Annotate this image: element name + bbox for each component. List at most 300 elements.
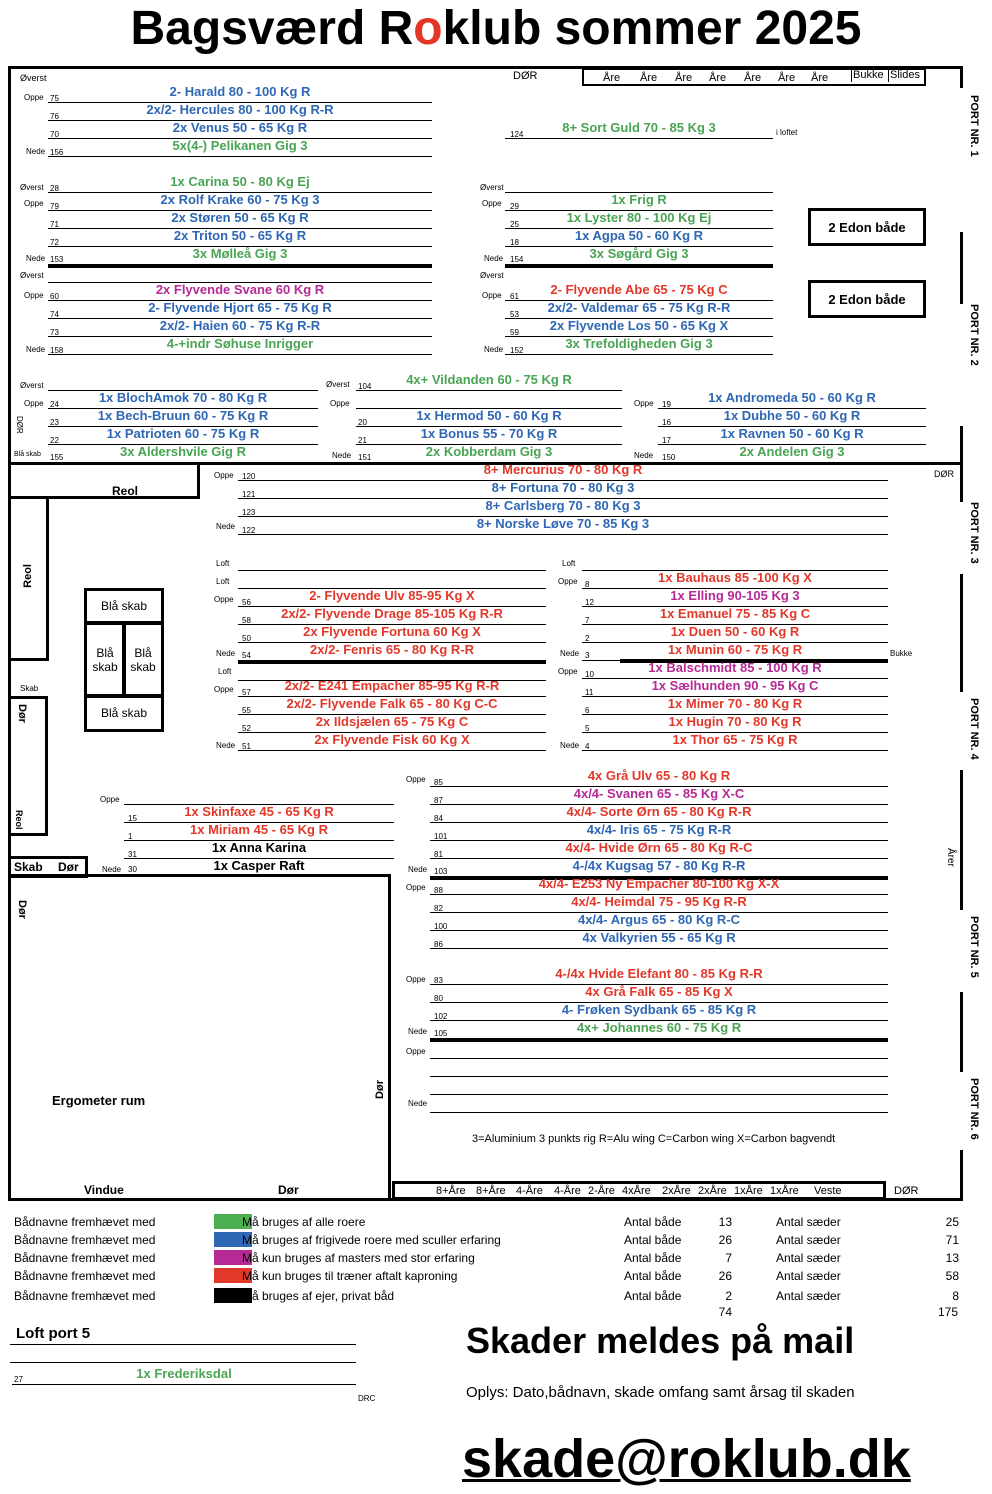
boat-slot[interactable]: 3x Trefoldigheden Gig 3 [505,336,773,355]
oar-label: Åre [744,72,762,84]
boat-number: 154 [510,255,524,264]
boat-slot[interactable]: 4x Grå Ulv 65 - 80 Kg R [430,768,888,787]
boat-slot[interactable]: 2- Harald 80 - 100 Kg R [48,84,432,103]
boat-slot[interactable]: 2x/2- Hercules 80 - 100 Kg R-R [48,102,432,121]
boat-number: 87 [434,796,443,805]
boat-number: 85 [434,778,443,787]
level-label: Oppe [406,883,426,892]
legend-boats-count: 26 [718,1233,732,1247]
legend-seats-label: Antal sæder [776,1251,841,1265]
level-label: Nede [26,254,46,263]
boat-number: 102 [434,1012,448,1021]
edon-boats-box[interactable]: 2 Edon både [808,208,926,246]
boat-number: 3 [585,651,590,660]
boat-slot[interactable]: 4-/4x Hvide Elefant 80 - 85 Kg R-R [430,966,888,985]
boat-slot[interactable]: 1x Frig R [505,192,773,211]
boat-number: 156 [50,148,64,157]
legend-boats-count: 2 [725,1289,732,1303]
boat-slot[interactable]: 3x Søgård Gig 3 [505,246,773,268]
boat-number: 7 [585,616,590,625]
legend-row [14,1267,984,1285]
boat-slot[interactable]: 2x/2- Fenris 65 - 80 Kg R-R [238,642,546,664]
boat-number: 58 [242,616,251,625]
empty-slot [48,264,432,283]
boat-slot[interactable]: 4-/4x Kugsag 57 - 80 Kg R-R [430,858,888,880]
cabinet-label: Skab [20,684,39,693]
boat-number: 81 [434,850,443,859]
boat-number: 2 [585,634,590,643]
legend-text: Må kun bruges af masters med stor erfaring [242,1251,475,1265]
legend-boats-label: Antal både [624,1251,682,1265]
port-label: PORT NR. 2 [968,304,980,366]
boat-number: 155 [50,453,64,462]
boat-number: 25 [510,220,519,229]
boat-slot[interactable]: 2x Flyvende Los 50 - 65 Kg X [505,318,773,337]
boat-slot[interactable]: 1x Dubhe 50 - 60 Kg R [658,408,926,427]
level-label: Oppe [214,685,234,694]
boat-slot[interactable]: 4x/4- Sorte Ørn 65 - 80 Kg R-R [430,804,888,823]
empty-slot [430,1076,888,1095]
door-label: Dør [58,860,79,874]
boat-slot[interactable]: 1x Agpa 50 - 60 Kg R [505,228,773,247]
level-label: Oppe [406,1047,426,1056]
boat-slot[interactable]: 4x/4- Heimdal 75 - 95 Kg R-R [430,894,888,913]
boat-number: 61 [510,292,519,301]
page-title: Bagsværd Roklub sommer 2025 [130,2,862,55]
boat-slot[interactable]: 1x Emanuel 75 - 85 Kg C [582,606,888,625]
boat-slot[interactable]: 1x Bonus 55 - 70 Kg R [356,426,622,445]
outer-wall-right [960,770,963,910]
reol-label: Reol [22,564,34,588]
boat-slot[interactable]: 1x Bech-Bruun 60 - 75 Kg R [48,408,318,427]
boat-number: 86 [434,940,443,949]
outer-wall-left [8,66,11,1200]
boat-number: 5 [585,724,590,733]
boat-slot[interactable]: 1x Carina 50 - 80 Kg Ej [48,174,432,193]
boat-number: 1 [128,832,133,841]
legend-seats-count: 71 [945,1233,959,1247]
boat-number: 104 [358,382,372,391]
legend-text: Må kun bruges til træner aftalt kaproning [242,1269,458,1283]
level-label: Nede [560,741,580,750]
legend-seats-count: 8 [952,1289,959,1303]
boat-number: 60 [50,292,59,301]
level-label: Nede [408,1027,428,1036]
legend-boats-label: Antal både [624,1269,682,1283]
boat-number: 150 [662,453,676,462]
level-label: Oppe [482,291,502,300]
legend-row [14,1213,984,1231]
legend-prefix: Bådnavne fremhævet med [14,1269,156,1283]
oar-label: Åre [709,72,727,84]
level-label: Øverst [480,183,504,192]
boat-slot[interactable]: 1x Frederiksdal [12,1366,356,1385]
boat-slot[interactable]: 8+ Norske Løve 70 - 85 Kg 3 [238,516,888,535]
boat-slot[interactable]: 4x+ Vildanden 60 - 75 Kg R [356,372,622,391]
drc-label: DRC [358,1394,376,1403]
boat-slot[interactable]: 4x Valkyrien 55 - 65 Kg R [430,930,888,949]
legend-seats-label: Antal sæder [776,1269,841,1283]
boat-number: 151 [358,453,372,462]
boat-slot[interactable]: 2x Flyvende Fisk 60 Kg X [238,732,546,751]
slides-label: Slides [890,69,920,81]
blue-cabinet[interactable]: Blå skab [122,622,164,698]
legend-boats-label: Antal både [624,1233,682,1247]
boat-slot[interactable]: 1x Andromeda 50 - 60 Kg R [658,390,926,409]
legend-text: Må bruges af frigivede roere med sculler erfaring [242,1233,501,1247]
boat-number: 23 [50,418,59,427]
boat-slot[interactable]: 1x Munin 60 - 75 Kg R [582,642,888,661]
boat-slot[interactable]: 2x/2- E241 Empacher 85-95 Kg R-R [238,678,546,697]
boat-number: 30 [128,865,137,874]
ergometer-wall-right [388,874,391,1200]
empty-slot [238,552,546,571]
empty-slot [124,786,394,805]
boat-number: 17 [662,436,671,445]
boat-number: 152 [510,346,524,355]
boat-slot[interactable]: 8+ Mercurius 70 - 80 Kg R [238,462,888,481]
boat-number: 121 [242,490,256,499]
damage-title: Skader meldes på mail [466,1320,855,1361]
legend-boats-count: 26 [718,1269,732,1283]
boat-number: 80 [434,994,443,1003]
empty-slot [582,552,888,571]
boat-number: 71 [50,220,59,229]
legend-seats-count: 58 [945,1269,959,1283]
boat-slot[interactable]: 1x Bauhaus 85 -100 Kg X [582,570,888,589]
boat-number: 22 [50,436,59,445]
boat-slot[interactable]: 4- Frøken Sydbank 65 - 85 Kg R [430,1002,888,1021]
blue-cabinet[interactable]: Blå skab [84,588,164,624]
damage-info: Oplys: Dato,bådnavn, skade omfang samt årsag til skaden [466,1384,855,1401]
level-label: Nede [408,865,428,874]
boat-slot[interactable]: 2x Kobberdam Gig 3 [425,444,553,459]
level-label: Oppe [24,291,44,300]
boat-number: 51 [242,742,251,751]
oar-label: Åre [675,72,693,84]
cabinet-label: Skab [14,860,43,874]
boat-number: 84 [434,814,443,823]
boat-slot[interactable]: 1x BlochAmok 70 - 80 Kg R [48,390,318,409]
level-label: Loft [562,559,576,568]
level-label: Øverst [20,73,47,83]
boat-number: 24 [50,400,59,409]
door-label: Dør [16,704,28,723]
legend-prefix: Bådnavne fremhævet med [14,1251,156,1265]
level-label: Loft [218,667,232,676]
oar-slot: 8+Åre [476,1185,506,1197]
reol-wall [197,462,200,499]
boat-number: 153 [50,255,64,264]
boat-number: 100 [434,922,448,931]
boat-number: 21 [358,436,367,445]
legend-row [14,1249,984,1267]
damage-email-link[interactable]: skade@roklub.dk [462,1429,911,1489]
level-label: Øverst [20,183,44,192]
legend-prefix: Bådnavne fremhævet med [14,1215,156,1229]
boat-slot[interactable]: 4-+indr Søhuse Inrigger [48,336,432,355]
oar-slot: 1xÅre [770,1185,799,1197]
boat-slot[interactable]: 4x/4- Iris 65 - 75 Kg R-R [430,822,888,841]
legend-seats-label: Antal sæder [776,1289,841,1303]
level-label: Nede [634,451,654,460]
door-label: DØR [15,416,24,434]
legend-boats-count: 7 [725,1251,732,1265]
boat-slot[interactable]: 1x Balschmidt 85 - 100 Kg R [582,660,888,679]
legend-row [14,1231,984,1249]
boat-slot[interactable]: 8+ Fortuna 70 - 80 Kg 3 [238,480,888,499]
bukke-label: Bukke [890,649,913,658]
boat-slot[interactable]: 2x/2- Haien 60 - 75 Kg R-R [48,318,432,337]
empty-slot [430,1094,888,1113]
legend-prefix: Bådnavne fremhævet med [14,1289,156,1303]
boat-number: 103 [434,867,448,876]
level-label: Loft [216,559,230,568]
boat-slot[interactable]: 2x Flyvende Fortuna 60 Kg X [238,624,546,643]
oar-label: Åre [603,72,621,84]
boat-slot[interactable]: 5x(4-) Pelikanen Gig 3 [48,138,432,157]
boat-number: 82 [434,904,443,913]
reol-wall [46,496,49,660]
boat-number: 29 [510,202,519,211]
door-label: DØR [894,1185,919,1197]
level-label: Loft [216,577,230,586]
blue-cabinet[interactable]: Blå skab [84,694,164,732]
level-label: Nede [216,522,236,531]
boat-slot[interactable]: 1x Sælhunden 90 - 95 Kg C [582,678,888,697]
boat-slot[interactable]: 1x Anna Karina [124,840,394,859]
boat-slot[interactable]: 2- Flyvende Ulv 85-95 Kg X [238,588,546,607]
boat-number: 158 [50,346,64,355]
oar-slot: 8+Åre [436,1185,466,1197]
boat-slot[interactable]: 8+ Sort Guld 70 - 85 Kg 3 [505,120,773,139]
level-label: Oppe [24,93,44,102]
boat-number: 83 [434,976,443,985]
legend-text: Må bruges af ejer, privat båd [242,1289,395,1303]
boat-number: 55 [242,706,251,715]
legend-seats-label: Antal sæder [776,1215,841,1229]
edon-boats-box[interactable]: 2 Edon både [808,280,926,318]
level-label: Oppe [482,199,502,208]
boat-slot[interactable]: 2x/2- Valdemar 65 - 75 Kg R-R [505,300,773,319]
level-label: Nede [484,254,504,263]
boat-number: 75 [50,94,59,103]
note-label: i loftet [776,128,798,137]
boat-slot[interactable]: 2x Ildsjælen 65 - 75 Kg C [238,714,546,733]
outer-wall-right [960,574,963,692]
reol-label: Reol [112,484,139,498]
level-label: Nede [408,1099,428,1108]
empty-slot [505,174,773,193]
oar-slot: 2-Åre [588,1185,615,1197]
reol-label: Reol [14,810,24,830]
boat-number: 72 [50,238,59,247]
oars-label: Årer [945,848,956,867]
level-label: Nede [26,147,46,156]
outer-wall-right [960,992,963,1072]
level-label: Øverst [20,271,44,280]
level-label: Oppe [406,975,426,984]
boat-number: 8 [585,580,590,589]
level-label: Oppe [214,595,234,604]
port-label: PORT NR. 1 [968,95,980,157]
door-label: Dør [374,1080,386,1099]
level-label: Nede [216,741,236,750]
level-label: Nede [26,345,46,354]
reol-wall [8,658,49,661]
boat-slot[interactable]: 1x Skinfaxe 45 - 65 Kg R [124,804,394,823]
boat-slot[interactable]: 2x Rolf Krake 60 - 75 Kg 3 [48,192,432,211]
oar-label: Åre [778,72,796,84]
boat-number: 54 [242,651,251,660]
level-label: Oppe [214,471,234,480]
outer-wall-right [960,1150,963,1200]
boat-number: 16 [662,418,671,427]
door-label: Dør [16,900,28,919]
divider [10,1344,356,1345]
boat-number: 105 [434,1029,448,1038]
boat-number: 6 [585,706,590,715]
boat-slot[interactable]: 1x Hugin 70 - 80 Kg R [582,714,888,733]
boat-number: 52 [242,724,251,733]
boat-number: 27 [14,1375,23,1384]
port-label: PORT NR. 6 [968,1078,980,1140]
boat-slot[interactable]: 2x/2- Flyvende Drage 85-105 Kg R-R [238,606,546,625]
boat-number: 57 [242,688,251,697]
level-label: Oppe [100,795,120,804]
boat-number: 11 [585,688,594,697]
boat-number: 76 [50,112,59,121]
boat-number: 18 [510,238,519,247]
level-label: Nede [332,451,352,460]
boat-number: 124 [510,130,524,139]
port-label: PORT NR. 5 [968,916,980,978]
legend-row [14,1287,984,1305]
legend-boats-label: Antal både [624,1215,682,1229]
boat-slot[interactable]: 1x Elling 90-105 Kg 3 [582,588,888,607]
boat-slot[interactable]: 2- Flyvende Abe 65 - 75 Kg C [505,282,773,301]
level-label: Oppe [558,577,578,586]
boat-slot[interactable]: 4x/4- Argus 65 - 80 Kg R-C [430,912,888,931]
ergometer-room-label: Ergometer rum [52,1093,146,1108]
level-label: Oppe [24,199,44,208]
boat-number: 19 [662,400,671,409]
boat-slot[interactable]: 2x Andelen Gig 3 [739,444,845,459]
outer-wall-right [960,66,963,88]
boat-slot[interactable]: 1x Casper Raft [213,858,305,873]
boat-slot[interactable]: 3x Mølleå Gig 3 [48,246,432,268]
level-label: Oppe [330,399,350,408]
legend-boats-count: 13 [718,1215,732,1229]
oar-slot: 2xÅre [662,1185,691,1197]
outer-wall-right [960,232,963,304]
boat-number: 101 [434,832,448,841]
legend-seats-count: 25 [945,1215,959,1229]
boat-slot[interactable]: 3x Aldershvile Gig R [120,444,246,459]
boat-number: 10 [585,670,594,679]
boat-slot[interactable]: 1x Hermod 50 - 60 Kg R [356,408,622,427]
divider [10,1362,356,1363]
reol-wall [8,496,200,499]
boat-slot[interactable]: 1x Mimer 70 - 80 Kg R [582,696,888,715]
empty-slot [356,390,622,409]
boat-slot[interactable]: 4x/4- E253 Ny Empacher 80-100 Kg X-X [430,876,888,895]
boat-slot[interactable]: 1x Duen 50 - 60 Kg R [582,624,888,643]
boat-slot[interactable]: 2x/2- Flyvende Falk 65 - 80 Kg C-C [238,696,546,715]
boat-number: 28 [50,184,59,193]
blue-cabinet[interactable]: Blå skab [84,622,126,698]
boat-number: 50 [242,634,251,643]
oar-slot: 4-Åre [554,1185,581,1197]
boat-number: 123 [242,508,256,517]
port-label: PORT NR. 4 [968,698,980,760]
boat-slot[interactable]: 1x Lyster 80 - 100 Kg Ej [505,210,773,229]
boat-number: 74 [50,310,59,319]
oar-slot: 4-Åre [516,1185,543,1197]
boat-slot[interactable]: 1x Thor 65 - 75 Kg R [582,732,888,751]
level-label: Blå skab [14,451,41,458]
boat-number: 70 [50,130,59,139]
loft-port-title: Loft port 5 [16,1325,91,1342]
boat-slot[interactable]: 1x Ravnen 50 - 60 Kg R [658,426,926,445]
boat-slot[interactable]: 2x Støren 50 - 65 Kg R [48,210,432,229]
boat-number: 120 [242,472,256,481]
legend-seats-label: Antal sæder [776,1233,841,1247]
boat-slot[interactable]: 8+ Carlsberg 70 - 80 Kg 3 [238,498,888,517]
boat-number: 12 [585,598,594,607]
total-seats: 175 [937,1305,958,1319]
boat-slot[interactable]: 2x Flyvende Svane 60 Kg R [48,282,432,301]
oar-slot: 4xÅre [622,1185,651,1197]
boat-number: 20 [358,418,367,427]
boat-number: 15 [128,814,137,823]
port-label: PORT NR. 3 [968,502,980,564]
boat-slot[interactable]: 4x/4- Hvide Ørn 65 - 80 Kg R-C [430,840,888,859]
rig-legend: 3=Aluminium 3 punkts rig R=Alu wing C=Carbon wing X=Carbon bagvendt [472,1133,836,1145]
boat-number: 122 [242,526,256,535]
boat-number: 31 [128,850,137,859]
level-label: Oppe [406,775,426,784]
boat-number: 79 [50,202,59,211]
boat-slot[interactable]: 4x+ Johannes 60 - 75 Kg R [430,1020,888,1042]
boat-number: 4 [585,742,590,751]
total-boats: 74 [718,1305,732,1319]
boat-number: 56 [242,598,251,607]
legend-seats-count: 13 [945,1251,959,1265]
legend-prefix: Bådnavne fremhævet med [14,1233,156,1247]
bukke-label: Bukke [853,69,884,81]
boat-number: 73 [50,328,59,337]
boat-slot[interactable]: 1x Miriam 45 - 65 Kg R [124,822,394,841]
oar-slot: 2xÅre [698,1185,727,1197]
boat-slot[interactable]: 2x Venus 50 - 65 Kg R [48,120,432,139]
level-label: Øverst [326,380,350,389]
boat-slot[interactable]: 4x Grå Falk 65 - 85 Kg X [430,984,888,1003]
legend-text: Må bruges af alle roere [242,1215,366,1229]
boat-slot[interactable]: 2x Triton 50 - 65 Kg R [48,228,432,247]
oar-label: Åre [640,72,658,84]
level-label: Nede [560,649,580,658]
boat-slot[interactable]: 1x Patrioten 60 - 75 Kg R [48,426,318,445]
boat-number: 53 [510,310,519,319]
empty-slot [430,1058,888,1077]
door-label: DØR [513,70,538,82]
boat-slot[interactable]: 2- Flyvende Hjort 65 - 75 Kg R [48,300,432,319]
boat-slot[interactable]: 4x/4- Svanen 65 - 85 Kg X-C [430,786,888,805]
level-label: Oppe [634,399,654,408]
door-label: DØR [934,469,954,479]
level-label: Oppe [558,667,578,676]
